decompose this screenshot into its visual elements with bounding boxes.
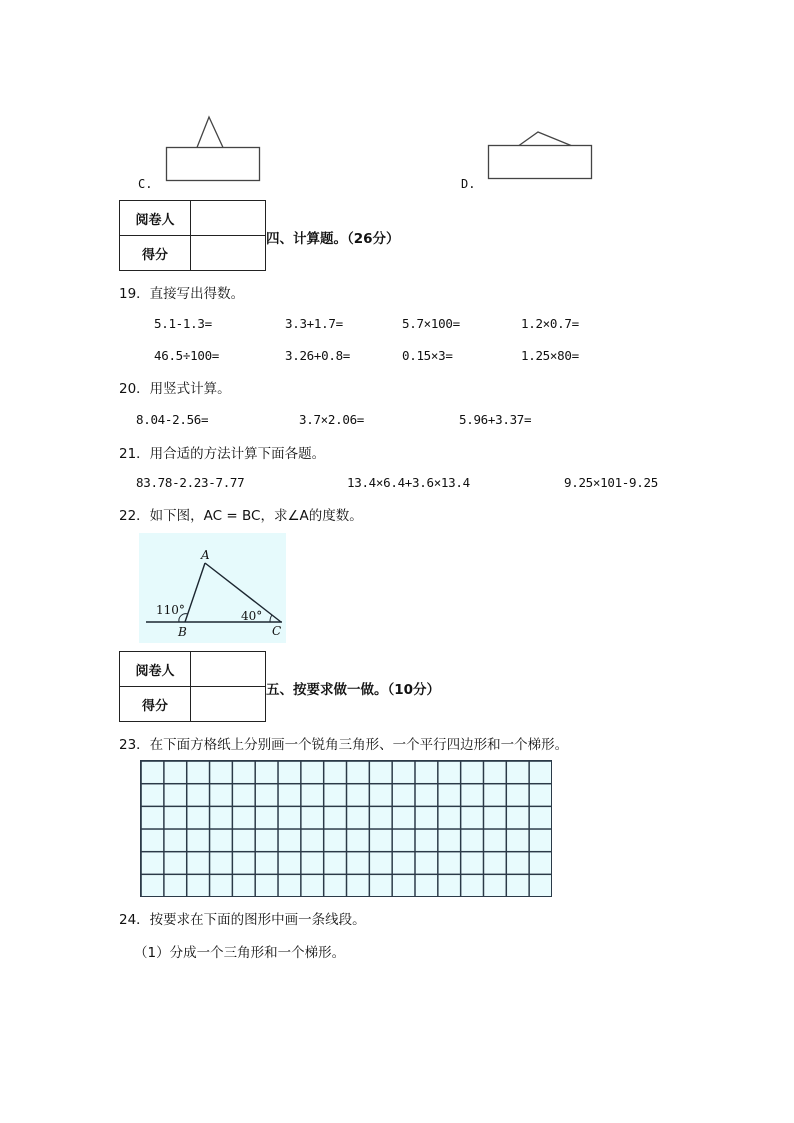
q19-expr-4: 1.2×0.7= <box>521 316 579 331</box>
q21-prompt: 21．用合适的方法计算下面各题。 <box>119 446 326 462</box>
q19-expr-3: 5.7×100= <box>402 316 460 331</box>
graph-paper-grid[interactable] <box>140 760 552 897</box>
reviewer-field[interactable] <box>191 201 266 236</box>
vertex-c-label: C <box>272 624 282 638</box>
q19-expr-5: 46.5÷100= <box>154 348 220 363</box>
q19-expr-6: 3.26+0.8= <box>285 348 351 363</box>
q20-expr-3: 5.96+3.37= <box>459 412 532 427</box>
q21-expr-2: 13.4×6.4+3.6×13.4 <box>347 475 470 490</box>
q19-expr-2: 3.3+1.7= <box>285 316 343 331</box>
option-c-label: C. <box>138 177 153 191</box>
q24-sub1: （1）分成一个三角形和一个梯形。 <box>134 945 346 961</box>
q20-expr-2: 3.7×2.06= <box>299 412 365 427</box>
score-table-section-four <box>119 200 266 271</box>
section-four-title: 四、计算题。（26分） <box>266 231 400 247</box>
reviewer-label: 阅卷人 <box>120 201 191 236</box>
q20-prompt: 20．用竖式计算。 <box>119 381 231 397</box>
triangle-figure <box>139 533 286 643</box>
angle-c-value: 40° <box>241 609 263 623</box>
angle-b-value: 110° <box>156 603 185 617</box>
q19-prompt: 19．直接写出得数。 <box>119 286 245 302</box>
vertex-a-label: A <box>201 548 210 562</box>
reviewer-label: 阅卷人 <box>120 652 191 687</box>
q21-expr-1: 83.78-2.23-7.77 <box>136 475 245 490</box>
option-d-figure <box>480 125 600 185</box>
q19-expr-1: 5.1-1.3= <box>154 316 212 331</box>
score-field[interactable] <box>191 687 266 722</box>
option-d-label: D. <box>461 177 476 191</box>
option-c-figure <box>160 110 270 190</box>
vertex-b-label: B <box>178 625 187 639</box>
score-field[interactable] <box>191 236 266 271</box>
q19-expr-7: 0.15×3= <box>402 348 453 363</box>
q24-prompt: 24．按要求在下面的图形中画一条线段。 <box>119 912 366 928</box>
q20-expr-1: 8.04-2.56= <box>136 412 209 427</box>
score-table-section-five <box>119 651 266 722</box>
triangle-drawing <box>139 533 286 643</box>
q23-prompt: 23．在下面方格纸上分别画一个锐角三角形、一个平行四边形和一个梯形。 <box>119 737 569 753</box>
q21-expr-3: 9.25×101-9.25 <box>564 475 658 490</box>
section-five-title: 五、按要求做一做。（10分） <box>266 682 441 698</box>
q22-prompt: 22．如下图，AC = BC，求∠A的度数。 <box>119 508 363 524</box>
q19-expr-8: 1.25×80= <box>521 348 579 363</box>
reviewer-field[interactable] <box>191 652 266 687</box>
score-label: 得分 <box>120 687 191 722</box>
score-label: 得分 <box>120 236 191 271</box>
